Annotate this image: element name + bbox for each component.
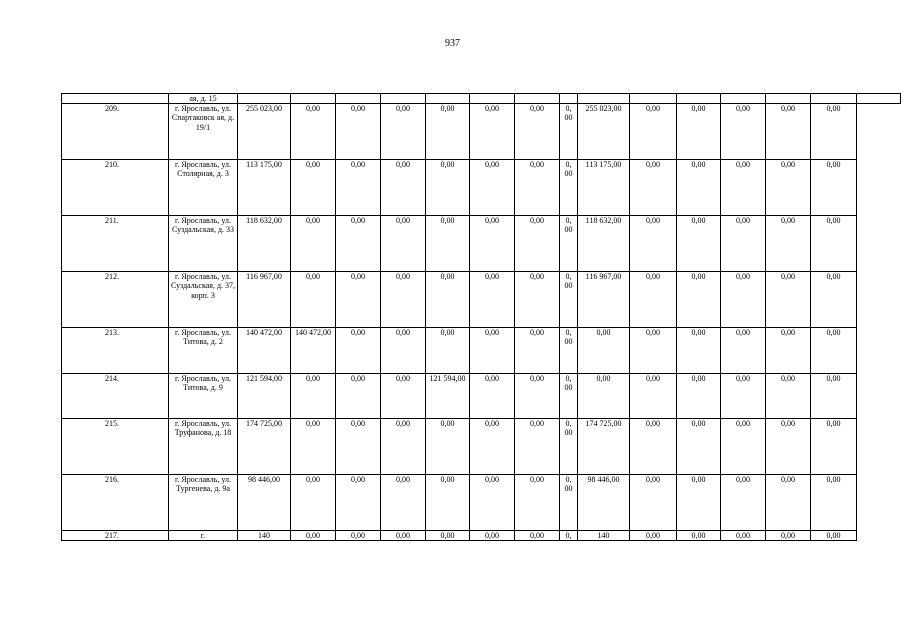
- cell-value: 0,00: [811, 374, 857, 419]
- table-row: [62, 328, 901, 374]
- cell-value: 0,00: [291, 216, 336, 272]
- cell-value: 0,00: [381, 328, 426, 374]
- cell-value: 0,00: [426, 328, 470, 374]
- table-row: [62, 475, 901, 531]
- cell-address: г. Ярославль, ул. Суздальская, д. 37, корп. 3: [169, 272, 238, 328]
- register-table: [61, 93, 901, 541]
- cell-value: 0,00: [381, 216, 426, 272]
- cell-value: 0,00: [470, 272, 515, 328]
- table-row: [62, 160, 901, 216]
- cell-value: 113 175,00: [238, 160, 291, 216]
- cell-value: 0,00: [381, 374, 426, 419]
- cell-value: 0,00: [470, 374, 515, 419]
- cell-value: 0,00: [766, 374, 811, 419]
- cell-value: 116 967,00: [578, 272, 630, 328]
- cell-value: 0,00: [336, 104, 381, 160]
- cell-value: 0,00: [426, 272, 470, 328]
- cell-value: 0,00: [766, 104, 811, 160]
- cell-value: 0,: [560, 531, 578, 541]
- cell-value: 0,00: [721, 272, 766, 328]
- cell-num: 209.: [62, 104, 169, 160]
- cell-address: г. Ярославль, ул. Спартаковск ая, д. 19/1: [169, 104, 238, 160]
- cell-value: 0,00: [811, 419, 857, 475]
- cell-value: 0,00: [677, 216, 721, 272]
- cell-value: 0,00: [291, 475, 336, 531]
- cell-value: 0,00: [515, 160, 560, 216]
- cell-value: 0,00: [630, 160, 677, 216]
- cell-value: 0,00: [515, 328, 560, 374]
- cell-value: 0,00: [811, 272, 857, 328]
- cell-value: 0,00: [721, 419, 766, 475]
- cell-value: 121 594,00: [238, 374, 291, 419]
- cell-num: 217.: [62, 531, 169, 541]
- cell-value: 0,00: [630, 216, 677, 272]
- cell-value: 0,00: [470, 475, 515, 531]
- cell-value: 0,00: [515, 104, 560, 160]
- cell-num: 214.: [62, 374, 169, 419]
- cell-value: 0,00: [766, 328, 811, 374]
- cell-value: 0,00: [721, 328, 766, 374]
- cell-value: 0,00: [515, 475, 560, 531]
- cell-value: 0, 00: [560, 272, 578, 328]
- cell-value: 0,00: [811, 160, 857, 216]
- table-body: [62, 94, 901, 541]
- cell-num: 213.: [62, 328, 169, 374]
- cell-value: 0, 00: [560, 104, 578, 160]
- page-number: 937: [445, 38, 460, 49]
- cell-value: 0,00: [291, 419, 336, 475]
- cell-value: 0,00: [426, 216, 470, 272]
- cell-value: 0,00: [381, 104, 426, 160]
- cell-value: 0,00: [426, 531, 470, 541]
- cell-value: 0,00: [381, 160, 426, 216]
- cell-value: 0,00: [291, 160, 336, 216]
- cell-value: 0,00: [766, 475, 811, 531]
- cell-value: 0,00: [515, 216, 560, 272]
- cell-value: 0,00: [630, 419, 677, 475]
- cell-value: 0,00: [721, 531, 766, 541]
- cell-value: 0,00: [811, 216, 857, 272]
- cell-value: 0,00: [426, 104, 470, 160]
- cell-value: 0,00: [515, 374, 560, 419]
- cell-num: 212.: [62, 272, 169, 328]
- cell-value: 0,00: [630, 475, 677, 531]
- cell-value: 0,00: [336, 374, 381, 419]
- cell-value: 0, 00: [560, 160, 578, 216]
- cell-address: г. Ярославль, ул. Суздальская, д. 33: [169, 216, 238, 272]
- cell-num: 211.: [62, 216, 169, 272]
- cell-value: 0,00: [381, 419, 426, 475]
- cell-value: 0,00: [811, 104, 857, 160]
- cell-value: 0,00: [811, 475, 857, 531]
- cell-value: 140 472,00: [238, 328, 291, 374]
- cell-address: ая, д. 15: [169, 94, 238, 104]
- cell-address: г. Ярославль, ул. Тургенева, д. 9а: [169, 475, 238, 531]
- cell-value: 0,00: [470, 160, 515, 216]
- cell-value: 0,00: [336, 328, 381, 374]
- cell-value: 0,00: [677, 374, 721, 419]
- cell-value: 0,00: [515, 531, 560, 541]
- cell-value: 0,00: [766, 419, 811, 475]
- cell-address: г. Ярославль, ул. Столярная, д. 3: [169, 160, 238, 216]
- cell-address: г. Ярославль, ул. Труфанова, д. 18: [169, 419, 238, 475]
- cell-value: 140 472,00: [291, 328, 336, 374]
- cell-value: 255 023,00: [238, 104, 291, 160]
- cell-value: 0,00: [766, 216, 811, 272]
- cell-value: 113 175,00: [578, 160, 630, 216]
- cell-num: 210.: [62, 160, 169, 216]
- cell-value: 0,00: [578, 328, 630, 374]
- cell-value: 0,00: [381, 272, 426, 328]
- cell-value: 0,00: [721, 475, 766, 531]
- cell-value: 140: [578, 531, 630, 541]
- cell-value: 0,00: [766, 272, 811, 328]
- cell-value: 0,00: [766, 160, 811, 216]
- cell-value: 0,00: [630, 531, 677, 541]
- cell-value: 0,00: [336, 160, 381, 216]
- cell-value: 0, 00: [560, 328, 578, 374]
- cell-value: 0,00: [426, 475, 470, 531]
- cell-num: [62, 94, 169, 104]
- cell-value: 0,00: [677, 104, 721, 160]
- cell-value: 121 594,00: [426, 374, 470, 419]
- cell-address: г. Ярославль, ул. Титова, д. 9: [169, 374, 238, 419]
- cell-value: 0,00: [677, 419, 721, 475]
- cell-value: 0,00: [721, 216, 766, 272]
- cell-value: 0,00: [470, 419, 515, 475]
- table-row: [62, 374, 901, 419]
- cell-value: 0,00: [336, 531, 381, 541]
- cell-value: 0,00: [630, 104, 677, 160]
- cell-value: 0, 00: [560, 475, 578, 531]
- cell-value: 0,00: [336, 475, 381, 531]
- table-row: [62, 216, 901, 272]
- cell-value: 0,00: [291, 374, 336, 419]
- cell-value: 0,00: [470, 531, 515, 541]
- cell-value: 0,00: [630, 272, 677, 328]
- cell-value: 0,00: [470, 328, 515, 374]
- cell-value: 0,00: [470, 104, 515, 160]
- cell-value: 0,00: [721, 104, 766, 160]
- cell-value: 0,00: [677, 531, 721, 541]
- cell-value: 98 446,00: [238, 475, 291, 531]
- cell-value: 0,00: [336, 419, 381, 475]
- table-row: [62, 419, 901, 475]
- cell-value: 0, 00: [560, 216, 578, 272]
- cell-value: 0,00: [291, 272, 336, 328]
- cell-value: 0,00: [630, 374, 677, 419]
- cell-value: 0, 00: [560, 419, 578, 475]
- cell-value: 0,00: [630, 328, 677, 374]
- cell-value: 0,00: [811, 328, 857, 374]
- table-row: [62, 272, 901, 328]
- cell-value: 0,00: [677, 328, 721, 374]
- cell-value: 0,00: [381, 531, 426, 541]
- cell-value: 174 725,00: [238, 419, 291, 475]
- cell-value: 116 967,00: [238, 272, 291, 328]
- cell-value: 0,00: [470, 216, 515, 272]
- cell-value: 0,00: [677, 160, 721, 216]
- cell-value: 0,00: [677, 272, 721, 328]
- cell-value: 0,00: [426, 160, 470, 216]
- cell-value: 0,00: [381, 475, 426, 531]
- cell-value: 0,00: [766, 531, 811, 541]
- table-row-continued: [62, 94, 901, 104]
- cell-value: 118 632,00: [578, 216, 630, 272]
- cell-value: 140: [238, 531, 291, 541]
- cell-value: 0,00: [291, 531, 336, 541]
- cell-value: 0,00: [291, 104, 336, 160]
- cell-value: 0,00: [336, 216, 381, 272]
- cell-value: 0, 00: [560, 374, 578, 419]
- cell-value: 0,00: [721, 160, 766, 216]
- cell-value: 0,00: [811, 531, 857, 541]
- cell-value: 98 446,00: [578, 475, 630, 531]
- table-row: [62, 104, 901, 160]
- cell-value: 0,00: [515, 272, 560, 328]
- cell-value: 0,00: [721, 374, 766, 419]
- cell-value: 255 023,00: [578, 104, 630, 160]
- cell-value: 174 725,00: [578, 419, 630, 475]
- cell-num: 216.: [62, 475, 169, 531]
- cell-address: г. Ярославль, ул. Титова, д. 2: [169, 328, 238, 374]
- cell-address: г.: [169, 531, 238, 541]
- cell-value: 0,00: [578, 374, 630, 419]
- cell-value: 118 632,00: [238, 216, 291, 272]
- cell-value: 0,00: [677, 475, 721, 531]
- cell-value: 0,00: [336, 272, 381, 328]
- table-row: [62, 531, 901, 541]
- cell-value: 0,00: [426, 419, 470, 475]
- cell-num: 215.: [62, 419, 169, 475]
- cell-value: 0,00: [515, 419, 560, 475]
